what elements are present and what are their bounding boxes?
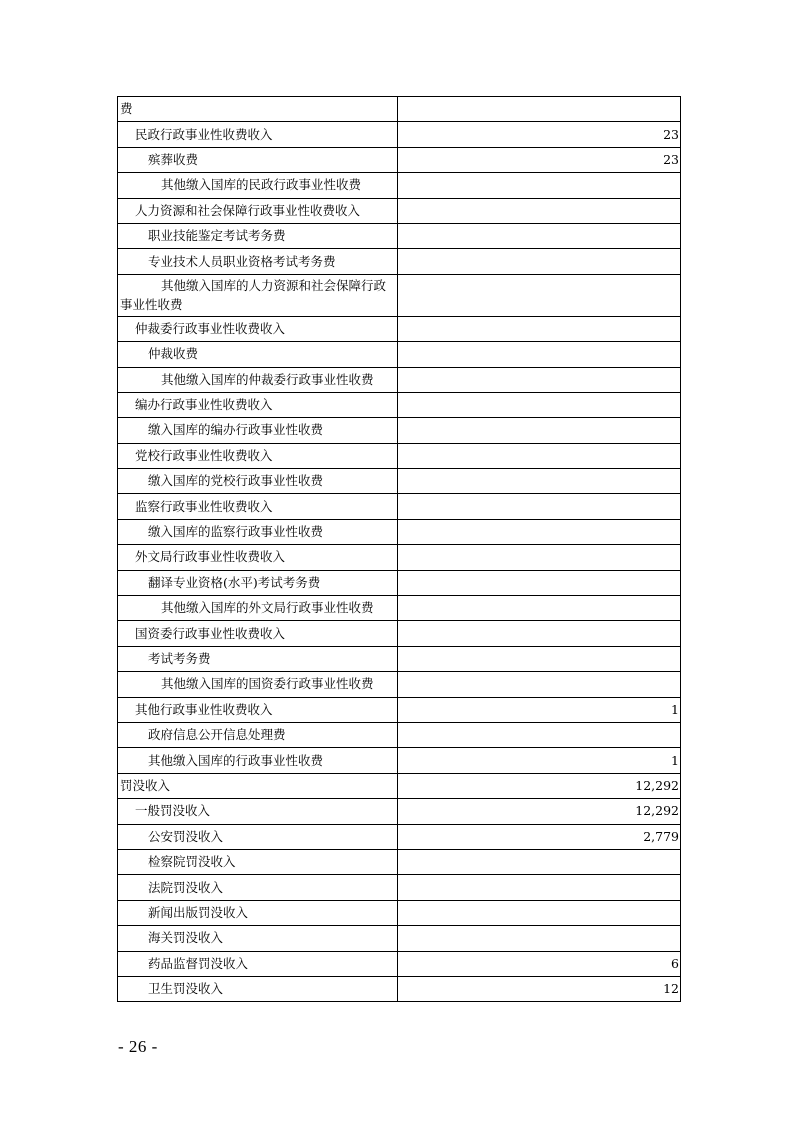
- row-amount: 23: [398, 147, 681, 172]
- row-label: 其他缴入国库的国资委行政事业性收费: [118, 672, 398, 697]
- row-amount: [398, 875, 681, 900]
- row-amount: [398, 469, 681, 494]
- row-amount: [398, 97, 681, 122]
- row-label: 党校行政事业性收费收入: [118, 443, 398, 468]
- row-amount: [398, 316, 681, 341]
- table-row: [118, 147, 681, 172]
- table-row: [118, 926, 681, 951]
- row-amount: [398, 223, 681, 248]
- table-row: [118, 951, 681, 976]
- budget-table: [117, 96, 681, 1002]
- budget-table-body: [118, 97, 681, 1002]
- table-row: [118, 900, 681, 925]
- row-label: 仲裁收费: [118, 342, 398, 367]
- row-amount: 12,292: [398, 773, 681, 798]
- row-amount: [398, 342, 681, 367]
- row-label: 其他缴入国库的外文局行政事业性收费: [118, 596, 398, 621]
- row-amount: 12: [398, 976, 681, 1001]
- row-amount: [398, 849, 681, 874]
- row-label: 一般罚没收入: [118, 799, 398, 824]
- row-label: 职业技能鉴定考试考务费: [118, 223, 398, 248]
- row-amount: [398, 621, 681, 646]
- table-row: [118, 976, 681, 1001]
- table-row: [118, 596, 681, 621]
- row-label: 卫生罚没收入: [118, 976, 398, 1001]
- table-row: [118, 469, 681, 494]
- table-row: [118, 621, 681, 646]
- row-amount: [398, 646, 681, 671]
- row-amount: 1: [398, 697, 681, 722]
- row-label: 民政行政事业性收费收入: [118, 122, 398, 147]
- table-row: [118, 198, 681, 223]
- row-label: 检察院罚没收入: [118, 849, 398, 874]
- row-amount: [398, 367, 681, 392]
- row-label: 考试考务费: [118, 646, 398, 671]
- table-row: [118, 748, 681, 773]
- table-row: [118, 173, 681, 198]
- row-label: 国资委行政事业性收费收入: [118, 621, 398, 646]
- table-row: [118, 392, 681, 417]
- table-row: [118, 223, 681, 248]
- row-amount: [398, 443, 681, 468]
- table-row: [118, 849, 681, 874]
- row-label: 仲裁委行政事业性收费收入: [118, 316, 398, 341]
- row-label: 人力资源和社会保障行政事业性收费收入: [118, 198, 398, 223]
- table-row: [118, 367, 681, 392]
- table-row: [118, 418, 681, 443]
- table-row: [118, 570, 681, 595]
- table-row: [118, 799, 681, 824]
- table-row: [118, 545, 681, 570]
- table-row: [118, 519, 681, 544]
- row-label: 海关罚没收入: [118, 926, 398, 951]
- row-amount: [398, 494, 681, 519]
- page-number: - 26 -: [118, 1037, 158, 1056]
- table-row: [118, 697, 681, 722]
- row-label: 缴入国库的编办行政事业性收费: [118, 418, 398, 443]
- row-label: 外文局行政事业性收费收入: [118, 545, 398, 570]
- table-row: [118, 97, 681, 122]
- row-amount: 12,292: [398, 799, 681, 824]
- row-amount: [398, 519, 681, 544]
- row-label: 政府信息公开信息处理费: [118, 722, 398, 747]
- table-row: [118, 342, 681, 367]
- table-row: [118, 274, 681, 316]
- row-label: 费: [118, 97, 398, 122]
- row-amount: [398, 392, 681, 417]
- row-amount: 2,779: [398, 824, 681, 849]
- row-amount: [398, 274, 681, 316]
- row-label: 新闻出版罚没收入: [118, 900, 398, 925]
- row-amount: [398, 418, 681, 443]
- row-label: 其他缴入国库的仲裁委行政事业性收费: [118, 367, 398, 392]
- row-amount: [398, 672, 681, 697]
- row-amount: [398, 198, 681, 223]
- row-label: 法院罚没收入: [118, 875, 398, 900]
- table-row: [118, 722, 681, 747]
- table-row: [118, 249, 681, 274]
- table-row: [118, 824, 681, 849]
- row-amount: [398, 173, 681, 198]
- budget-table-container: [117, 96, 680, 1002]
- row-label: 其他缴入国库的人力资源和社会保障行政事业性收费: [118, 274, 398, 316]
- row-amount: 6: [398, 951, 681, 976]
- table-row: [118, 316, 681, 341]
- table-row: [118, 122, 681, 147]
- table-row: [118, 443, 681, 468]
- row-label: 缴入国库的监察行政事业性收费: [118, 519, 398, 544]
- table-row: [118, 494, 681, 519]
- row-label: 翻译专业资格(水平)考试考务费: [118, 570, 398, 595]
- row-label: 其他缴入国库的民政行政事业性收费: [118, 173, 398, 198]
- row-label: 编办行政事业性收费收入: [118, 392, 398, 417]
- row-label: 其他行政事业性收费收入: [118, 697, 398, 722]
- row-amount: 23: [398, 122, 681, 147]
- row-label: 缴入国库的党校行政事业性收费: [118, 469, 398, 494]
- row-label: 监察行政事业性收费收入: [118, 494, 398, 519]
- row-amount: [398, 926, 681, 951]
- table-row: [118, 875, 681, 900]
- row-label: 专业技术人员职业资格考试考务费: [118, 249, 398, 274]
- table-row: [118, 773, 681, 798]
- row-label: 罚没收入: [118, 773, 398, 798]
- table-row: [118, 672, 681, 697]
- row-amount: [398, 545, 681, 570]
- row-label: 药品监督罚没收入: [118, 951, 398, 976]
- table-row: [118, 646, 681, 671]
- row-label: 殡葬收费: [118, 147, 398, 172]
- row-amount: 1: [398, 748, 681, 773]
- row-amount: [398, 722, 681, 747]
- row-label: 其他缴入国库的行政事业性收费: [118, 748, 398, 773]
- row-amount: [398, 596, 681, 621]
- row-label: 公安罚没收入: [118, 824, 398, 849]
- row-amount: [398, 570, 681, 595]
- row-amount: [398, 900, 681, 925]
- row-amount: [398, 249, 681, 274]
